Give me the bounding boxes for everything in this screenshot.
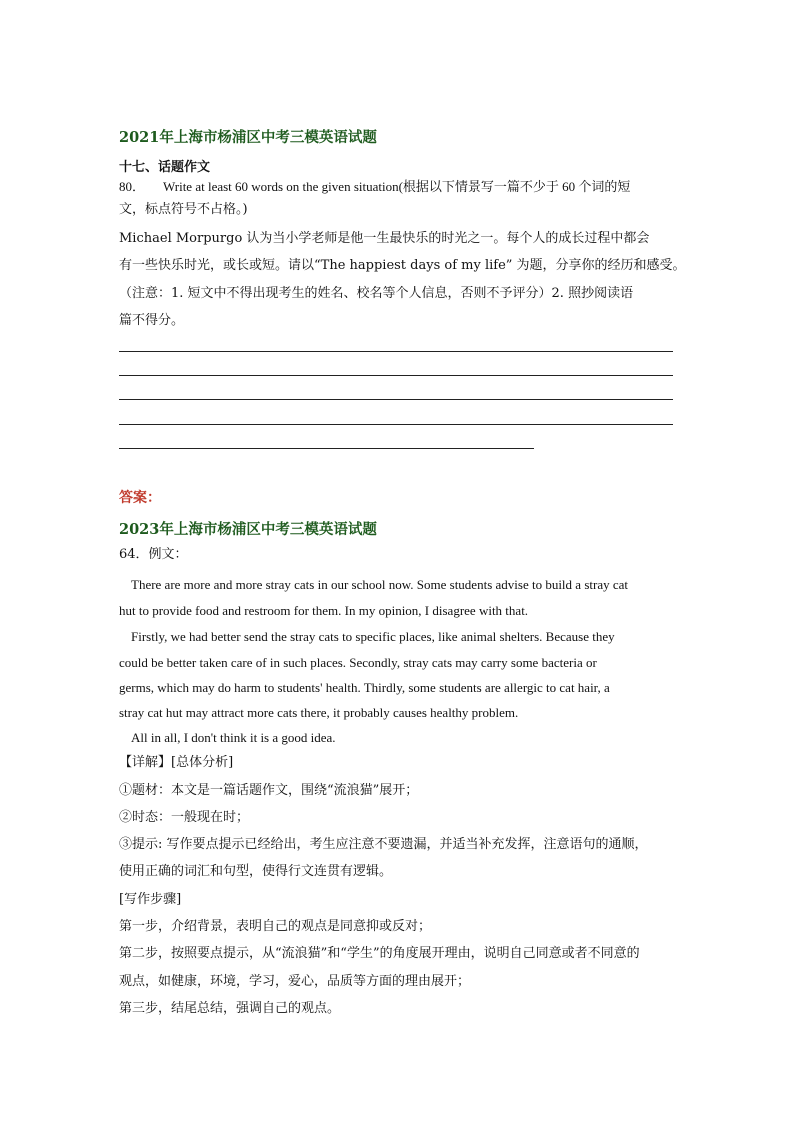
step-line: 第三步，结尾总结，强调自己的观点。 (119, 1001, 341, 1016)
question-line-2: 文，标点符号不占格。) (119, 202, 248, 217)
essay-line: germs, which may do harm to students' health. Thirdly, some students are allergic to cat hair, a (119, 680, 610, 695)
step-line: 第二步，按照要点提示，从“流浪猫”和“学生”的角度展开理由，说明自己同意或者不同意的 (119, 946, 640, 961)
essay-line: could be better taken care of in such places. Secondly, stray cats may carry some bacteria or (119, 655, 597, 670)
document-title: 2021年上海市杨浦区中考三模英语试题 (119, 129, 377, 146)
writing-line (119, 375, 673, 376)
analysis-line: ③提示: 写作要点提示已经给出，考生应注意不要遗漏，并适当补充发挥，注意语句的通顺， (119, 837, 648, 852)
answer-source-title: 2023年上海市杨浦区中考三模英语试题 (119, 521, 377, 538)
question-line-5: （注意：1. 短文中不得出现考生的姓名、校名等个人信息，否则不予评分）2. 照抄阅读语 (119, 286, 634, 301)
analysis-header: 【详解】[总体分析] (119, 755, 234, 770)
analysis-line: ①题材：本文是一篇话题作文，围绕“流浪猫”展开； (119, 783, 419, 798)
answer-label: 答案： (119, 490, 161, 506)
step-line: 观点，如健康，环境，学习，爱心，品质等方面的理由展开； (119, 974, 471, 989)
steps-header: [写作步骤] (119, 892, 182, 907)
question-number: 80． (119, 179, 146, 194)
essay-line: All in all, I don't think it is a good idea. (131, 730, 336, 745)
section-heading: 十七、话题作文 (119, 160, 211, 175)
question-line-1: Write at least 60 words on the given situation(根据以下情景写一篇不少于 60 个词的短 (163, 179, 631, 194)
question-line-3: Michael Morpurgo 认为当小学老师是他一生最快乐的时光之一。每个人的成长过程中都会 (119, 231, 650, 246)
step-line: 第一步，介绍背景，表明自己的观点是同意抑或反对； (119, 919, 432, 934)
writing-line (119, 399, 673, 400)
essay-line: hut to provide food and restroom for them. In my opinion, I disagree with that. (119, 603, 529, 618)
analysis-line: 使用正确的词汇和句型，使得行文连贯有逻辑。 (119, 864, 393, 879)
essay-line: Firstly, we had better send the stray cats to specific places, like animal shelters. Because they (131, 629, 615, 644)
essay-line: stray cat hut may attract more cats there, it probably causes healthy problem. (119, 705, 519, 720)
writing-line (119, 448, 534, 449)
question-line-6: 篇不得分。 (119, 313, 185, 328)
question-line-4: 有一些快乐时光，或长或短。请以“The happiest days of my life” 为题，分享你的经历和感受。 (119, 258, 686, 273)
answer-item-number: 64．例文： (119, 547, 188, 562)
writing-line (119, 424, 673, 425)
essay-line: There are more and more stray cats in our school now. Some students advise to build a stray cat (131, 577, 628, 592)
analysis-line: ②时态：一般现在时； (119, 810, 250, 825)
writing-line (119, 351, 673, 352)
